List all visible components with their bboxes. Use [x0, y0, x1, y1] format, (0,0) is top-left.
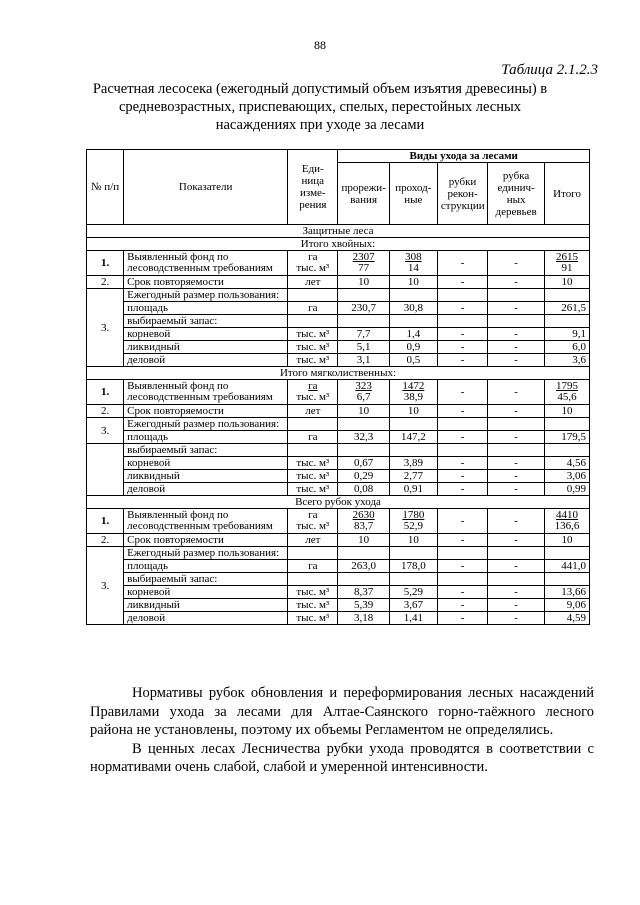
empty-cell [488, 547, 545, 560]
page-number: 88 [314, 38, 326, 52]
fund-single: - [488, 509, 545, 534]
table-title: Расчетная лесосека (ежегодный допустимый объем изъятия древесины) в средневозрастных, приспевающих, спелых, перестойных лесных насаждениях при уходе за лесами [92, 81, 548, 133]
section-title-row [87, 238, 590, 251]
liquid-total: 9,06 [545, 599, 590, 612]
table-row [87, 483, 590, 496]
period-thin: 10 [338, 276, 389, 289]
harvest-table [86, 149, 590, 625]
fund-reconstruction: - [437, 251, 487, 276]
area-total: 261,5 [545, 302, 590, 315]
empty-cell [545, 418, 590, 431]
section-title: Итого мягколиственных: [87, 367, 590, 380]
fund-total-top: 2615 [556, 250, 579, 263]
header-passage: проход-ные [389, 163, 437, 225]
fund-thinning-bottom: 83,7 [354, 520, 374, 532]
table-row [87, 444, 590, 457]
fund-reconstruction: - [437, 380, 487, 405]
fund-label-top: Выявленный фонд по [127, 379, 229, 392]
area-thin: 32,3 [338, 431, 389, 444]
empty-cell [288, 315, 338, 328]
area-pass: 147,2 [389, 431, 437, 444]
liquid-total: 6,0 [545, 341, 590, 354]
empty-cell [545, 315, 590, 328]
period-unit: лет [288, 276, 338, 289]
root-total: 13,66 [545, 586, 590, 599]
header-indicators: Показатели [124, 150, 288, 225]
empty-cell [338, 573, 389, 586]
area-rec: - [437, 560, 487, 573]
empty-cell [389, 547, 437, 560]
row-label: деловой [124, 483, 288, 496]
area-unit: га [288, 431, 338, 444]
fund-unit-bottom: тыс. м³ [296, 262, 330, 274]
table-row [87, 431, 590, 444]
fund-label-top: Выявленный фонд по [127, 508, 229, 521]
empty-cell [288, 289, 338, 302]
business-pass: 1,41 [389, 612, 437, 625]
row-label: площадь [124, 302, 288, 315]
business-rec: - [437, 354, 487, 367]
fund-passage [389, 251, 437, 276]
area-thin: 263,0 [338, 560, 389, 573]
fund-passage [389, 380, 437, 405]
liquid-total: 3,06 [545, 470, 590, 483]
period-thin: 10 [338, 405, 389, 418]
fund-unit-bottom: тыс. м³ [296, 391, 330, 403]
row-label: выбираемый запас: [124, 315, 288, 328]
period-pass: 10 [389, 276, 437, 289]
empty-cell [338, 289, 389, 302]
root-thin: 7,7 [338, 328, 389, 341]
area-single: - [488, 560, 545, 573]
liquid-thin: 5,1 [338, 341, 389, 354]
row-label: Срок повторяемости [124, 276, 288, 289]
row-label: ликвидный [124, 599, 288, 612]
area-pass: 178,0 [389, 560, 437, 573]
fund-single: - [488, 380, 545, 405]
row-num: 2. [87, 534, 124, 547]
row-label: выбираемый запас: [124, 444, 288, 457]
row-label: выбираемый запас: [124, 573, 288, 586]
empty-cell [338, 418, 389, 431]
empty-cell [389, 418, 437, 431]
period-pass: 10 [389, 405, 437, 418]
empty-cell [488, 444, 545, 457]
fund-label-bottom: лесоводственным требованиям [127, 391, 273, 403]
root-unit: тыс. м³ [288, 328, 338, 341]
empty-cell [437, 444, 487, 457]
liquid-thin: 5,39 [338, 599, 389, 612]
business-thin: 0,08 [338, 483, 389, 496]
root-thin: 0,67 [338, 457, 389, 470]
table-row [87, 251, 590, 276]
empty-cell [437, 315, 487, 328]
area-single: - [488, 431, 545, 444]
row-num: 3. [87, 289, 124, 367]
empty-cell [288, 444, 338, 457]
fund-label [124, 251, 288, 276]
fund-passage-bottom: 52,9 [403, 520, 423, 532]
table-row [87, 354, 590, 367]
business-total: 0,99 [545, 483, 590, 496]
period-total: 10 [545, 276, 590, 289]
period-rec: - [437, 534, 487, 547]
empty-cell [288, 547, 338, 560]
empty-cell [545, 289, 590, 302]
table-row [87, 470, 590, 483]
business-single: - [488, 483, 545, 496]
header-types-group: Виды ухода за лесами [338, 150, 590, 163]
business-single: - [488, 354, 545, 367]
fund-unit [288, 509, 338, 534]
business-thin: 3,18 [338, 612, 389, 625]
empty-cell [545, 444, 590, 457]
fund-passage-top: 1472 [402, 379, 425, 392]
root-unit: тыс. м³ [288, 457, 338, 470]
fund-unit-bottom: тыс. м³ [296, 520, 330, 532]
period-total: 10 [545, 405, 590, 418]
liquid-single: - [488, 341, 545, 354]
section-title-row [87, 496, 590, 509]
fund-passage-bottom: 38,9 [403, 391, 423, 403]
row-label: площадь [124, 431, 288, 444]
row-num: 2. [87, 405, 124, 418]
empty-cell [437, 418, 487, 431]
body-text [90, 684, 594, 777]
fund-label-bottom: лесоводственным требованиям [127, 520, 273, 532]
table-row [87, 612, 590, 625]
root-total: 9,1 [545, 328, 590, 341]
fund-passage [389, 509, 437, 534]
fund-passage-bottom: 14 [407, 262, 419, 274]
fund-label [124, 509, 288, 534]
row-label: корневой [124, 328, 288, 341]
table-label: Таблица 2.1.2.3 [501, 62, 598, 78]
row-num: 1. [87, 380, 124, 405]
empty-cell [545, 573, 590, 586]
row-label: Срок повторяемости [124, 405, 288, 418]
liquid-unit: тыс. м³ [288, 341, 338, 354]
liquid-rec: - [437, 470, 487, 483]
area-rec: - [437, 431, 487, 444]
business-unit: тыс. м³ [288, 612, 338, 625]
area-pass: 30,8 [389, 302, 437, 315]
row-label: Ежегодный размер пользования: [124, 418, 288, 431]
row-label: Ежегодный размер пользования: [124, 547, 288, 560]
fund-label [124, 380, 288, 405]
root-unit: тыс. м³ [288, 586, 338, 599]
table-row [87, 534, 590, 547]
liquid-pass: 2,77 [389, 470, 437, 483]
area-total: 441,0 [545, 560, 590, 573]
table-row [87, 289, 590, 302]
root-single: - [488, 457, 545, 470]
business-rec: - [437, 483, 487, 496]
row-num: 1. [87, 509, 124, 534]
row-num: 1. [87, 251, 124, 276]
row-label: площадь [124, 560, 288, 573]
empty-cell [338, 547, 389, 560]
row-label: Ежегодный размер пользования: [124, 289, 288, 302]
fund-passage-top: 308 [405, 250, 422, 263]
fund-total [545, 509, 590, 534]
fund-unit [288, 380, 338, 405]
business-pass: 0,91 [389, 483, 437, 496]
empty-cell [338, 315, 389, 328]
row-num: 2. [87, 276, 124, 289]
fund-total-bottom: 136,6 [554, 520, 580, 532]
fund-thinning-bottom: 77 [358, 262, 370, 274]
empty-cell [389, 573, 437, 586]
header-single-trees: рубка единич-ных деревьев [488, 163, 545, 225]
fund-total-bottom: 45,6 [557, 391, 577, 403]
root-rec: - [437, 328, 487, 341]
period-single: - [488, 534, 545, 547]
business-pass: 0,5 [389, 354, 437, 367]
business-single: - [488, 612, 545, 625]
root-single: - [488, 328, 545, 341]
fund-thinning [338, 380, 389, 405]
root-rec: - [437, 457, 487, 470]
fund-label-bottom: лесоводственным требованиям [127, 262, 273, 274]
period-rec: - [437, 405, 487, 418]
header-num: № п/п [87, 150, 124, 225]
empty-cell [488, 418, 545, 431]
business-total: 3,6 [545, 354, 590, 367]
table-row [87, 341, 590, 354]
fund-reconstruction: - [437, 509, 487, 534]
area-unit: га [288, 560, 338, 573]
row-num: 3. [87, 547, 124, 625]
table-row [87, 509, 590, 534]
liquid-pass: 3,67 [389, 599, 437, 612]
table-row [87, 547, 590, 560]
root-thin: 8,37 [338, 586, 389, 599]
area-unit: га [288, 302, 338, 315]
table-row [87, 328, 590, 341]
fund-total-top: 4410 [556, 508, 579, 521]
fund-unit [288, 251, 338, 276]
period-total: 10 [545, 534, 590, 547]
business-unit: тыс. м³ [288, 354, 338, 367]
section-title-row [87, 367, 590, 380]
section-title: Итого хвойных: [87, 238, 590, 251]
business-unit: тыс. м³ [288, 483, 338, 496]
period-single: - [488, 405, 545, 418]
area-single: - [488, 302, 545, 315]
empty-cell [288, 418, 338, 431]
table-row [87, 457, 590, 470]
row-label: деловой [124, 612, 288, 625]
period-unit: лет [288, 405, 338, 418]
liquid-thin: 0,29 [338, 470, 389, 483]
empty-cell [288, 573, 338, 586]
empty-cell [389, 289, 437, 302]
fund-total [545, 380, 590, 405]
fund-label-top: Выявленный фонд по [127, 250, 229, 263]
empty-cell [545, 547, 590, 560]
root-pass: 1,4 [389, 328, 437, 341]
root-pass: 3,89 [389, 457, 437, 470]
root-total: 4,56 [545, 457, 590, 470]
row-num: 3. [87, 418, 124, 444]
period-thin: 10 [338, 534, 389, 547]
fund-unit-top: га [308, 379, 318, 392]
liquid-unit: тыс. м³ [288, 470, 338, 483]
table-row [87, 586, 590, 599]
fund-unit-top: га [308, 508, 318, 521]
fund-single: - [488, 251, 545, 276]
liquid-single: - [488, 470, 545, 483]
fund-passage-top: 1780 [402, 508, 425, 521]
business-total: 4,59 [545, 612, 590, 625]
area-thin: 230,7 [338, 302, 389, 315]
fund-thinning-top: 2307 [352, 250, 375, 263]
business-thin: 3,1 [338, 354, 389, 367]
table-row [87, 315, 590, 328]
empty-cell [437, 573, 487, 586]
fund-thinning-top: 323 [355, 379, 372, 392]
period-single: - [488, 276, 545, 289]
table-row [87, 380, 590, 405]
fund-thinning-bottom: 6,7 [356, 391, 371, 403]
table-row [87, 302, 590, 315]
fund-total [545, 251, 590, 276]
paragraph-1: Нормативы рубок обновления и переформирования лесных насаждений Правилами ухода за лесами для Алтае-Саянского горно-таёжного лесного района не установлены, поэтому их объемы Регламентом не определялись. [90, 685, 594, 738]
empty-cell [488, 315, 545, 328]
empty-cell [437, 547, 487, 560]
liquid-unit: тыс. м³ [288, 599, 338, 612]
section-title: Всего рубок ухода [87, 496, 590, 509]
row-num-empty [87, 444, 124, 496]
liquid-single: - [488, 599, 545, 612]
table-row [87, 276, 590, 289]
row-label: Срок повторяемости [124, 534, 288, 547]
header-unit: Еди-ница изме-рения [288, 150, 338, 225]
liquid-pass: 0,9 [389, 341, 437, 354]
empty-cell [389, 315, 437, 328]
area-total: 179,5 [545, 431, 590, 444]
fund-thinning-top: 2630 [352, 508, 375, 521]
row-label: корневой [124, 586, 288, 599]
empty-cell [389, 444, 437, 457]
empty-cell [437, 289, 487, 302]
header-total: Итого [545, 163, 590, 225]
business-rec: - [437, 612, 487, 625]
fund-total-bottom: 91 [561, 262, 573, 274]
protective-forests-row: Защитные леса [87, 225, 590, 238]
header-reconstruction: рубки рекон-струкции [437, 163, 487, 225]
table-row [87, 418, 590, 431]
liquid-rec: - [437, 341, 487, 354]
liquid-rec: - [437, 599, 487, 612]
table-row [87, 405, 590, 418]
empty-cell [488, 573, 545, 586]
fund-total-top: 1795 [556, 379, 579, 392]
fund-thinning [338, 251, 389, 276]
header-thinning: прорежи-вания [338, 163, 389, 225]
table-row [87, 560, 590, 573]
root-rec: - [437, 586, 487, 599]
period-pass: 10 [389, 534, 437, 547]
row-label: корневой [124, 457, 288, 470]
root-pass: 5,29 [389, 586, 437, 599]
table-row [87, 573, 590, 586]
period-rec: - [437, 276, 487, 289]
row-label: ликвидный [124, 470, 288, 483]
empty-cell [488, 289, 545, 302]
fund-unit-top: га [308, 250, 318, 263]
root-single: - [488, 586, 545, 599]
paragraph-2: В ценных лесах Лесничества рубки ухода проводятся в соответствии с нормативами очень слабой, слабой и умеренной интенсивности. [90, 740, 594, 775]
area-rec: - [437, 302, 487, 315]
row-label: деловой [124, 354, 288, 367]
empty-cell [338, 444, 389, 457]
fund-thinning [338, 509, 389, 534]
row-label: ликвидный [124, 341, 288, 354]
table-row [87, 599, 590, 612]
period-unit: лет [288, 534, 338, 547]
